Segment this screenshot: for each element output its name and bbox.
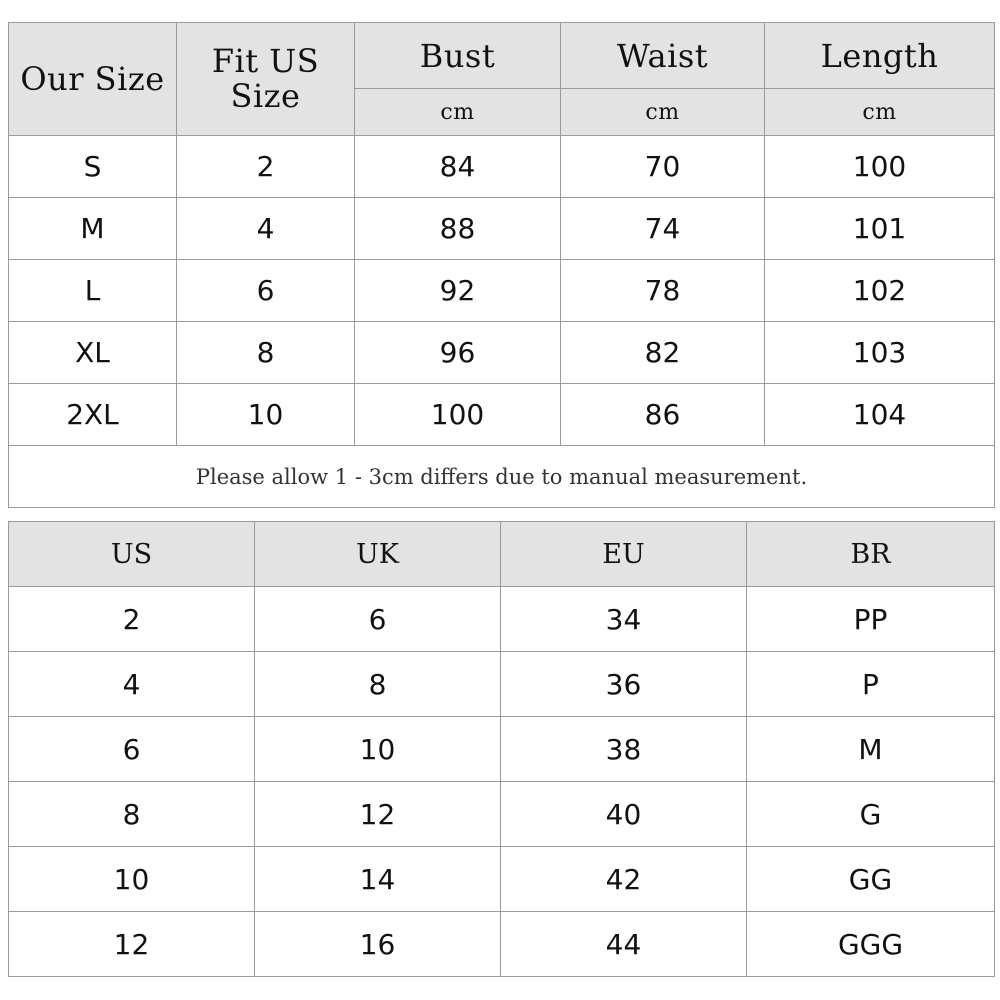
size-conversion-table	[8, 521, 995, 977]
cell-eu: 42	[501, 847, 747, 912]
table-row	[9, 136, 995, 198]
unit-length: cm	[765, 89, 995, 136]
cell-waist: 70	[561, 136, 765, 198]
cell-us: 10	[9, 847, 255, 912]
header-length: Length	[765, 23, 995, 89]
cell-length: 100	[765, 136, 995, 198]
cell-us: 6	[9, 717, 255, 782]
cell-br: GG	[747, 847, 995, 912]
note-row	[9, 446, 995, 508]
header-fit-us-size	[177, 23, 355, 136]
header-fit-us-size-line2: Size	[230, 77, 301, 115]
cell-us: 12	[9, 912, 255, 977]
cell-bust: 84	[355, 136, 561, 198]
cell-us: 8	[177, 322, 355, 384]
cell-size: S	[9, 136, 177, 198]
cell-us: 8	[9, 782, 255, 847]
header-us: US	[9, 522, 255, 587]
cell-us: 2	[9, 587, 255, 652]
cell-length: 102	[765, 260, 995, 322]
unit-waist: cm	[561, 89, 765, 136]
table-row	[9, 198, 995, 260]
cell-uk: 6	[255, 587, 501, 652]
cell-size: 2XL	[9, 384, 177, 446]
cell-br: P	[747, 652, 995, 717]
header-fit-us-size-line1: Fit US	[211, 42, 320, 80]
cell-br: M	[747, 717, 995, 782]
cell-br: G	[747, 782, 995, 847]
table-row	[9, 384, 995, 446]
table-row	[9, 322, 995, 384]
table-row	[9, 912, 995, 977]
cell-size: L	[9, 260, 177, 322]
cell-eu: 40	[501, 782, 747, 847]
unit-bust: cm	[355, 89, 561, 136]
cell-eu: 36	[501, 652, 747, 717]
cell-eu: 44	[501, 912, 747, 977]
cell-size: M	[9, 198, 177, 260]
cell-bust: 96	[355, 322, 561, 384]
size-chart-table	[8, 22, 995, 508]
header-eu: EU	[501, 522, 747, 587]
cell-waist: 82	[561, 322, 765, 384]
cell-uk: 14	[255, 847, 501, 912]
header-our-size: Our Size	[9, 23, 177, 136]
header-bust: Bust	[355, 23, 561, 89]
cell-us: 4	[177, 198, 355, 260]
header-waist: Waist	[561, 23, 765, 89]
cell-us: 6	[177, 260, 355, 322]
cell-waist: 74	[561, 198, 765, 260]
cell-length: 101	[765, 198, 995, 260]
cell-length: 104	[765, 384, 995, 446]
header-uk: UK	[255, 522, 501, 587]
cell-uk: 10	[255, 717, 501, 782]
header-br: BR	[747, 522, 995, 587]
cell-waist: 86	[561, 384, 765, 446]
cell-waist: 78	[561, 260, 765, 322]
cell-us: 4	[9, 652, 255, 717]
cell-length: 103	[765, 322, 995, 384]
cell-size: XL	[9, 322, 177, 384]
cell-bust: 92	[355, 260, 561, 322]
table-row	[9, 260, 995, 322]
table-row	[9, 782, 995, 847]
cell-br: GGG	[747, 912, 995, 977]
cell-us: 2	[177, 136, 355, 198]
cell-uk: 12	[255, 782, 501, 847]
cell-us: 10	[177, 384, 355, 446]
cell-eu: 38	[501, 717, 747, 782]
cell-eu: 34	[501, 587, 747, 652]
cell-br: PP	[747, 587, 995, 652]
table-row	[9, 652, 995, 717]
table-row	[9, 587, 995, 652]
cell-uk: 8	[255, 652, 501, 717]
table-row	[9, 847, 995, 912]
cell-bust: 88	[355, 198, 561, 260]
measurement-note: Please allow 1 - 3cm differs due to manual measurement.	[9, 446, 995, 508]
cell-bust: 100	[355, 384, 561, 446]
table-row	[9, 717, 995, 782]
cell-uk: 16	[255, 912, 501, 977]
